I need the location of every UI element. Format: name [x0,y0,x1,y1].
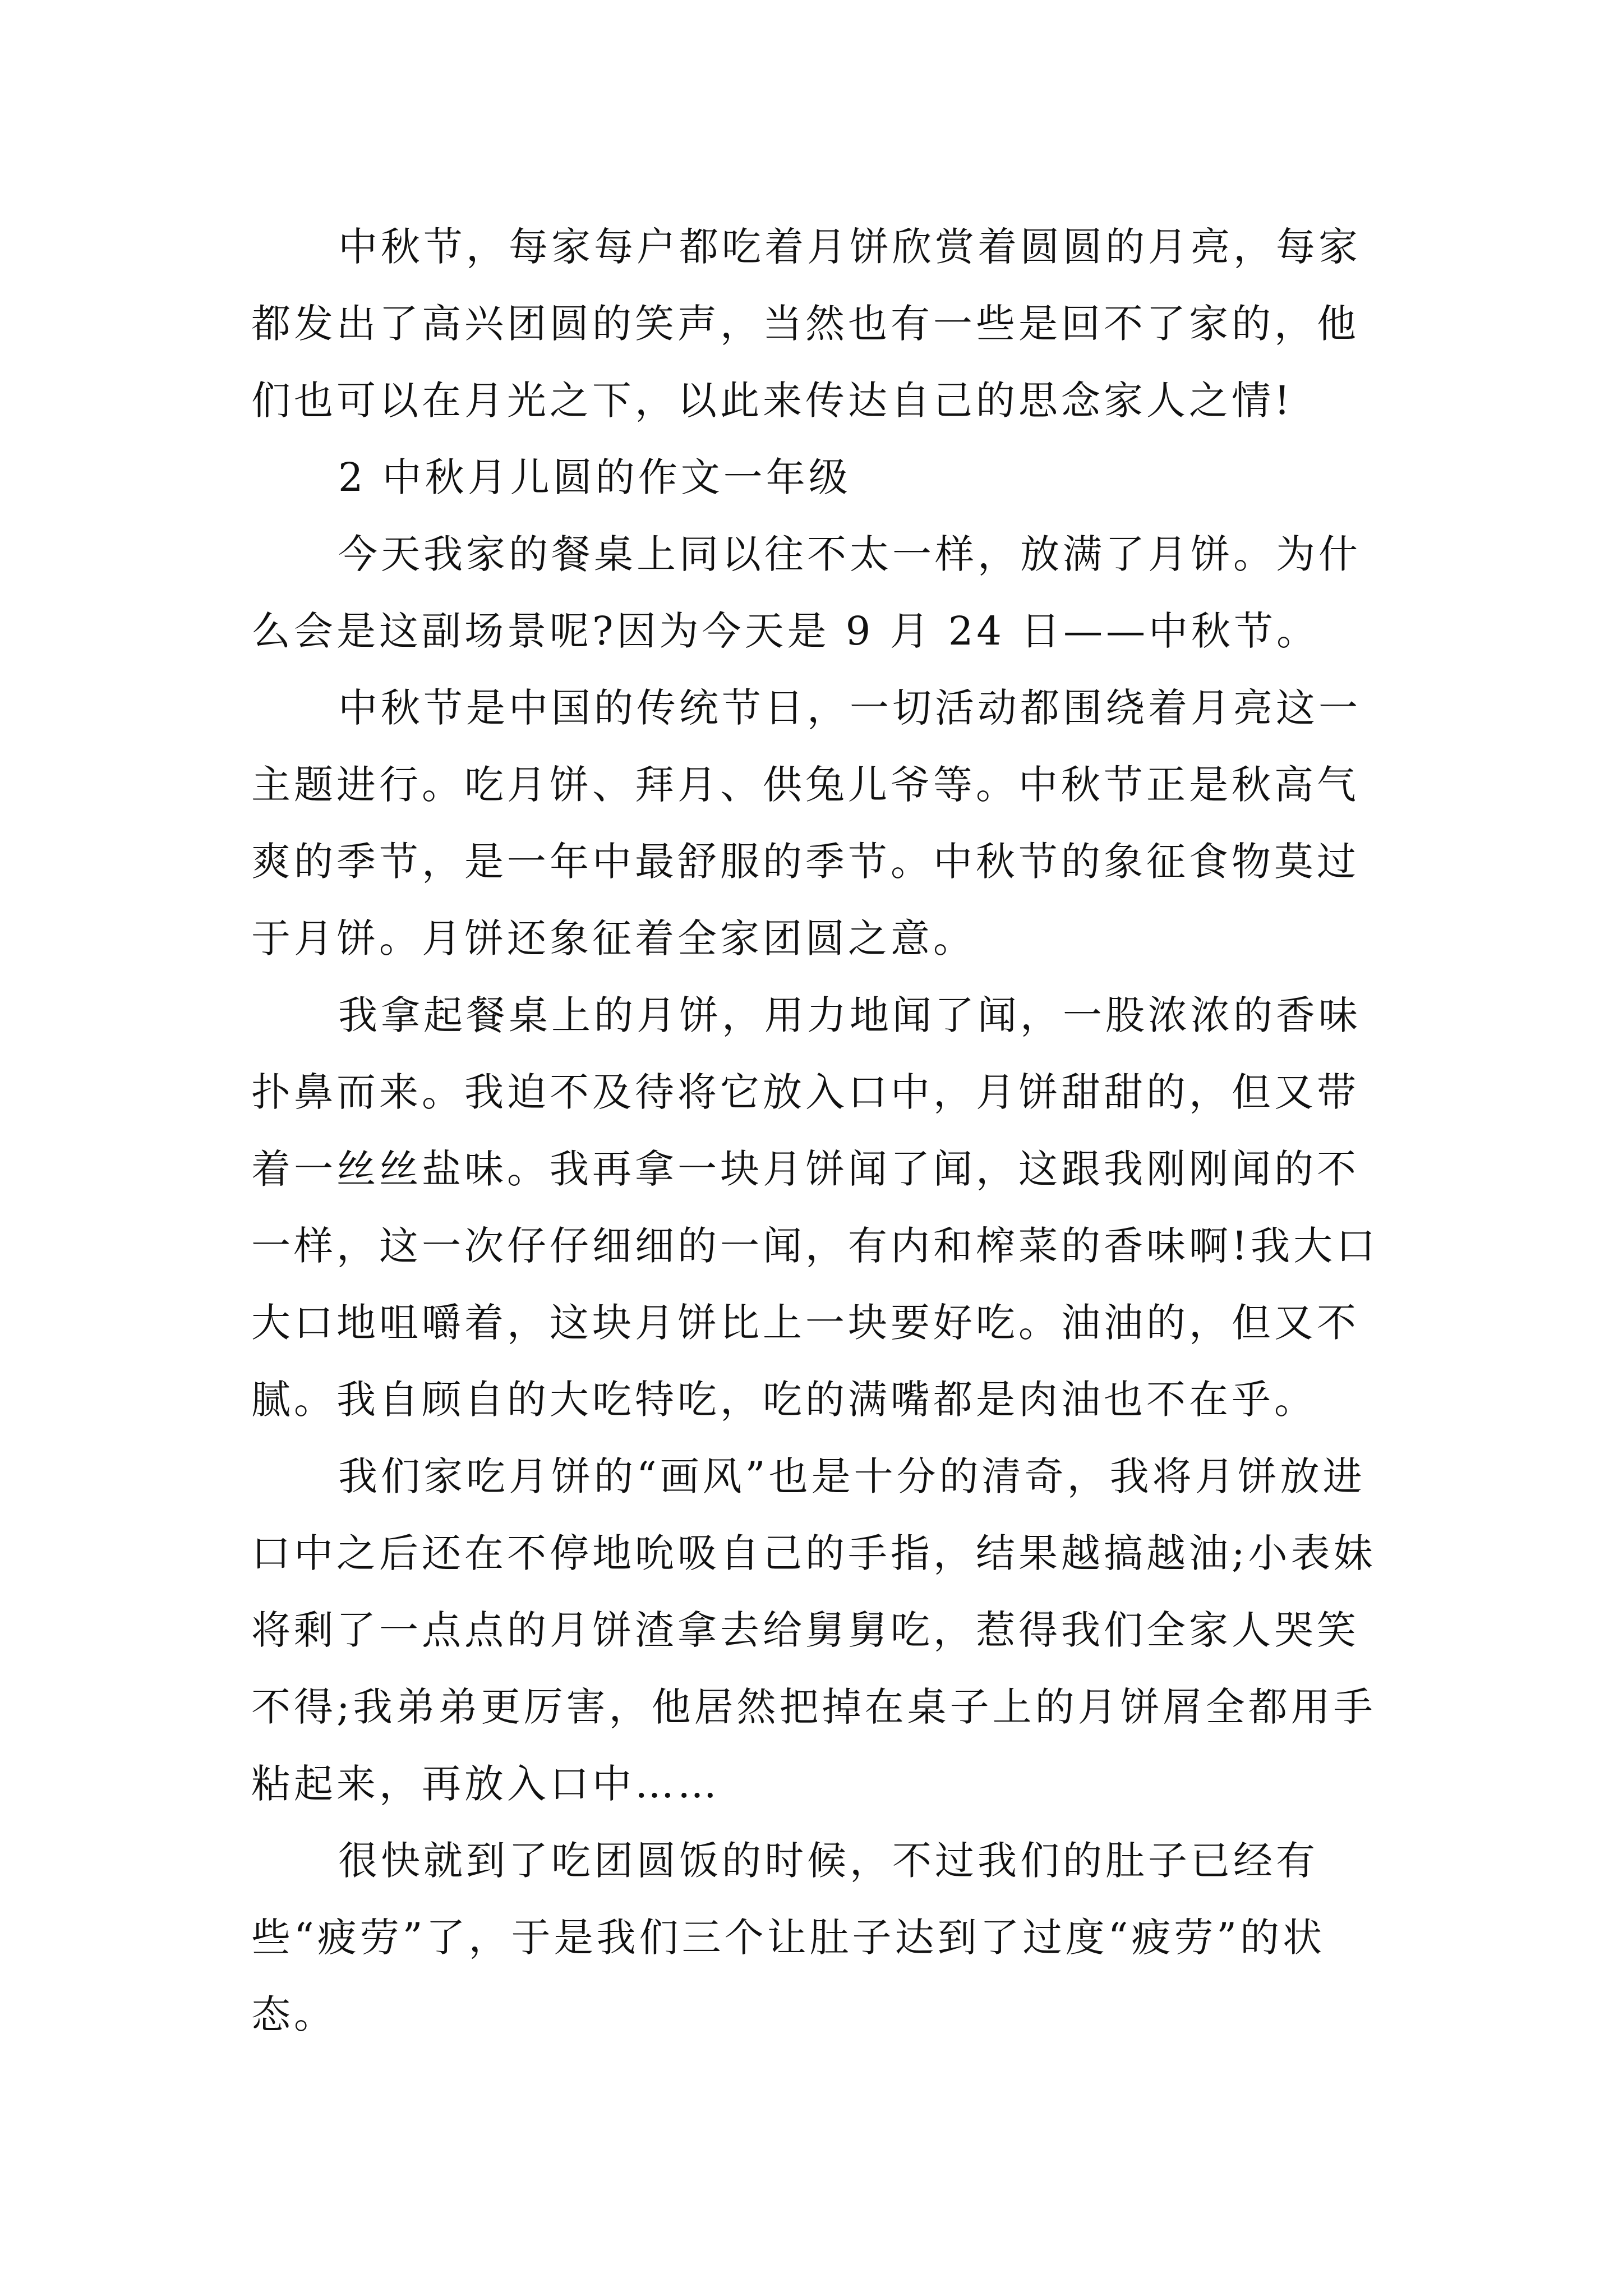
paragraph-6: 很快就到了吃团圆饭的时候，不过我们的肚子已经有些“疲劳”了，于是我们三个让肚子达到了过度“疲劳”的状态。 [251,1838,1326,2037]
section-heading: 2 中秋月儿圆的作文一年级 [338,454,851,500]
paragraph-3: 中秋节是中国的传统节日，一切活动都围绕着月亮这一主题进行。吃月饼、拜月、供兔儿爷等。中秋节正是秋高气爽的季节，是一年中最舒服的季节。中秋节的象征食物莫过于月饼。月饼还象征着全家团圆之意。 [251,685,1361,961]
paragraph-5: 我们家吃月饼的“画风”也是十分的清奇，我将月饼放进口中之后还在不停地吮吸自己的手指，结果越搞越油;小表妹将剩了一点点的月饼渣拿去给舅舅吃，惹得我们全家人哭笑不得;我弟弟更厉害，他居然把掉在桌子上的月饼屑全都用手粘起来，再放入口中…… [251,1453,1376,1807]
paragraph-4: 我拿起餐桌上的月饼，用力地闻了闻，一股浓浓的香味扑鼻而来。我迫不及待将它放入口中，月饼甜甜的，但又带着一丝丝盐味。我再拿一块月饼闻了闻，这跟我刚刚闻的不一样，这一次仔仔细细的一闻，有内和榨菜的香味啊!我大口大口地咀嚼着，这块月饼比上一块要好吃。油油的，但又不腻。我自顾自的大吃特吃，吃的满嘴都是肉油也不在乎。 [251,992,1379,1423]
paragraph-2: 今天我家的餐桌上同以往不太一样，放满了月饼。为什么会是这副场景呢?因为今天是 9 月 24 日——中秋节。 [251,531,1361,654]
document-body [251,209,1390,2053]
paragraph-1: 中秋节，每家每户都吃着月饼欣赏着圆圆的月亮，每家都发出了高兴团圆的笑声，当然也有一些是回不了家的，他们也可以在月光之下，以此来传达自己的思念家人之情! [251,224,1361,424]
